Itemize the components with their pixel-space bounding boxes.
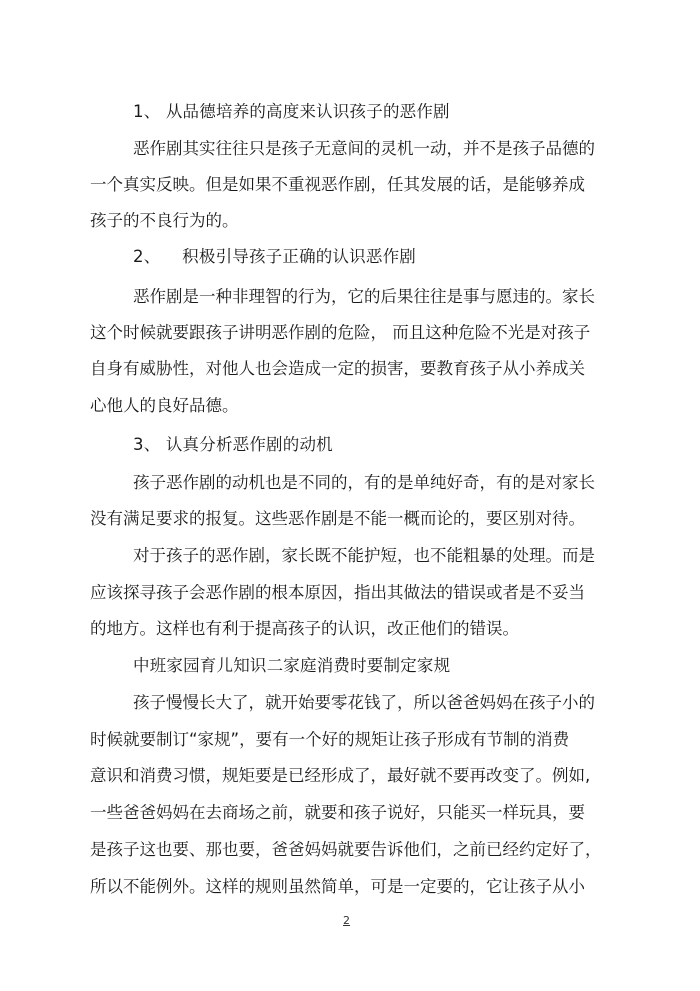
- paragraph-line: 自身有威胁性，对他人也会造成一定的损害，要教育孩子从小养成关: [90, 359, 585, 378]
- paragraph-line: 这个时候就要跟孩子讲明恶作剧的危险， 而且这种危险不光是对孩子: [90, 323, 591, 342]
- section-1-heading: 1、 从品德培养的高度来认识孩子的恶作剧: [133, 102, 450, 121]
- paragraph-line: 一个真实反映。但是如果不重视恶作剧，任其发展的话，是能够养成: [90, 175, 585, 194]
- paragraph-line: 心他人的良好品德。: [90, 396, 239, 415]
- paragraph-line: 是孩子这也要、那也要，爸爸妈妈就要告诉他们，之前已经约定好了，: [90, 840, 602, 859]
- paragraph-line: 孩子慢慢长大了，就开始要零花钱了，所以爸爸妈妈在孩子小的: [133, 693, 595, 712]
- section-3-heading: 3、 认真分析恶作剧的动机: [133, 435, 333, 454]
- paragraph-line: 孩子的不良行为的。: [90, 211, 239, 230]
- paragraph-line: 应该探寻孩子会恶作剧的根本原因，指出其做法的错误或者是不妥当: [90, 583, 585, 602]
- paragraph-line: 恶作剧其实往往只是孩子无意间的灵机一动，并不是孩子品德的: [133, 139, 595, 158]
- paragraph-line: 对于孩子的恶作剧，家长既不能护短，也不能粗暴的处理。而是: [133, 546, 595, 565]
- paragraph-line: 一些爸爸妈妈在去商场之前，就要和孩子说好，只能买一样玩具，要: [90, 803, 585, 822]
- page-number: 2: [343, 914, 350, 927]
- paragraph-line: 时候就要制订“家规”，要有一个好的规矩让孩子形成有节制的消费: [90, 730, 570, 749]
- paragraph-line: 没有满足要求的报复。这些恶作剧是不能一概而论的，要区别对待。: [90, 509, 585, 528]
- paragraph-line: 恶作剧是一种非理智的行为，它的后果往往是事与愿违的。家长: [133, 287, 595, 306]
- paragraph-line: 孩子恶作剧的动机也是不同的，有的是单纯好奇，有的是对家长: [133, 473, 595, 492]
- paragraph-line: 所以不能例外。这样的规则虽然简单，可是一定要的，它让孩子从小: [90, 877, 585, 896]
- section-2-heading: 2、 积极引导孩子正确的认识恶作剧: [133, 247, 416, 266]
- paragraph-line: 意识和消费习惯，规矩要是已经形成了，最好就不要再改变了。例如,: [90, 766, 591, 785]
- paragraph-line: 的地方。这样也有利于提高孩子的认识，改正他们的错误。: [90, 619, 519, 638]
- subtitle-heading: 中班家园育儿知识二家庭消费时要制定家规: [133, 656, 451, 675]
